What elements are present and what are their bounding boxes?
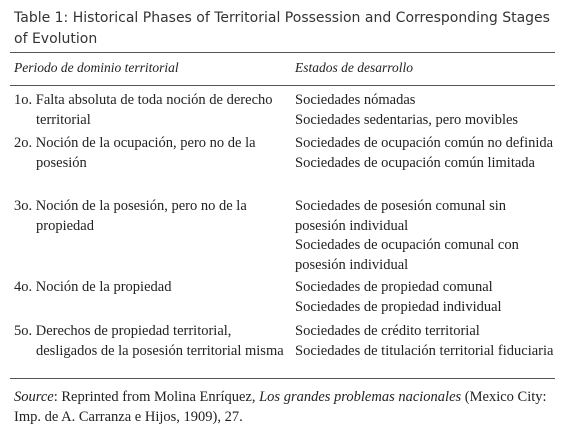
phase-cell xyxy=(14,322,284,361)
top-rule xyxy=(10,52,555,53)
stage-item: Sociedades de titulación territorial fiduciaria xyxy=(295,342,554,359)
bottom-rule xyxy=(10,378,555,379)
stage-item: Sociedades de propiedad comunal xyxy=(295,279,493,295)
stages-cell xyxy=(295,134,557,173)
stage-item: Sociedades de crédito territorial xyxy=(295,323,480,339)
stage-item: Sociedades de ocupación común no definida xyxy=(295,135,554,151)
stage-item: Sociedades de ocupación comunal con posesión individual xyxy=(295,237,519,273)
stages-cell xyxy=(295,278,557,317)
source-text-1: : Reprinted from Molina Enríquez, xyxy=(53,389,260,405)
phase-cell xyxy=(14,197,284,236)
phase-text: 4o. Noción de la propiedad xyxy=(14,279,172,295)
source-note xyxy=(14,388,554,427)
source-book-title: Los grandes problemas nacionales xyxy=(259,389,462,405)
stages-cell xyxy=(295,91,557,130)
phase-cell xyxy=(14,278,284,298)
source-label: Source xyxy=(14,389,54,405)
header-col-estados: Estados de desarrollo xyxy=(295,60,413,75)
stage-item: Sociedades nómadas xyxy=(295,92,416,108)
phase-text: 2o. Noción de la ocupación, pero no de la posesión xyxy=(14,135,256,171)
header-rule xyxy=(10,85,555,86)
stages-cell xyxy=(295,197,557,275)
phase-text: 3o. Noción de la posesión, pero no de la propiedad xyxy=(14,198,247,234)
caption-line-1: Table 1: Historical Phases of Territorial Possession and Corresponding Stages xyxy=(14,10,550,26)
phase-cell xyxy=(14,134,284,173)
stage-item: Sociedades de ocupación común limitada xyxy=(295,154,535,171)
stage-item: Sociedades de propiedad individual xyxy=(295,298,502,315)
phase-cell xyxy=(14,91,284,130)
stage-item: Sociedades de posesión comunal sin posesión individual xyxy=(295,198,507,234)
phase-text: 5o. Derechos de propiedad territorial, desligados de la posesión territorial misma xyxy=(14,323,284,359)
stage-item: Sociedades sedentarias, pero movibles xyxy=(295,111,519,128)
caption-line-2: of Evolution xyxy=(14,31,98,47)
table-caption xyxy=(14,8,559,50)
source-text-2: (Mexico City: Imp. de A. Carranza e Hijos, 1909), 27. xyxy=(14,389,547,425)
header-col-periodo: Periodo de dominio territorial xyxy=(14,60,179,75)
phase-text: 1o. Falta absoluta de toda noción de derecho territorial xyxy=(14,92,273,128)
stages-cell xyxy=(295,322,557,361)
